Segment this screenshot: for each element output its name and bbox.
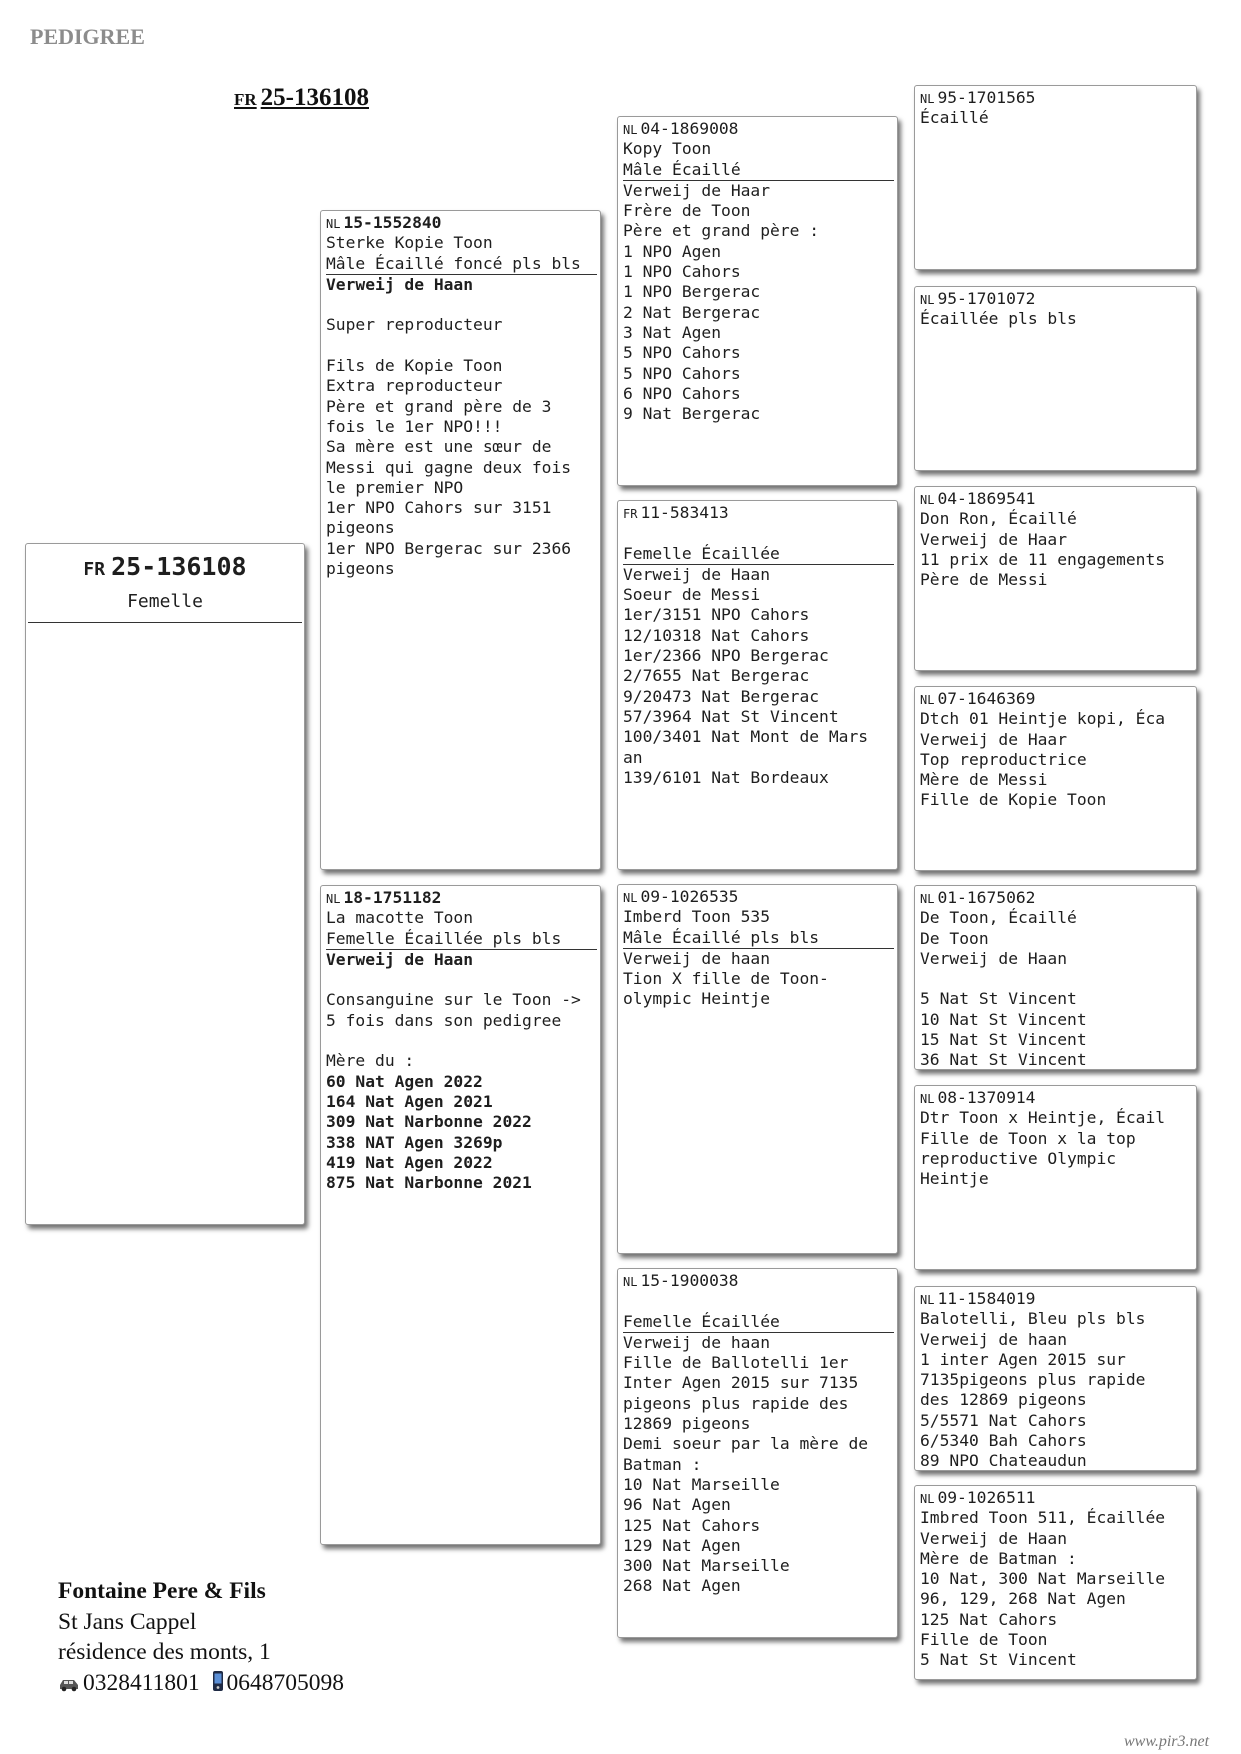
info-line: 12/10318 Nat Cahors — [623, 625, 810, 645]
info-line: reproductive Olympic — [920, 1148, 1117, 1168]
info-line: pigeons plus rapide des — [623, 1393, 849, 1413]
info-line: Dtch 01 Heintje kopi, Éca — [920, 709, 1166, 729]
info-line: 1er/2366 NPO Bergerac — [623, 646, 829, 666]
ring-line — [920, 489, 1193, 509]
info-line: Fils de Kopie Toon — [326, 356, 503, 376]
ring-number: 09-1026535 — [640, 887, 739, 906]
info-line: Père de Messi — [920, 570, 1048, 590]
info-line: Écaillée pls bls — [920, 309, 1077, 329]
mobile-number: 0648705098 — [226, 1669, 345, 1696]
great-grandparent-card — [914, 486, 1197, 671]
great-grandparent-card — [914, 286, 1197, 471]
ring-number: 11-1584019 — [937, 1289, 1036, 1308]
ring-line — [920, 1289, 1193, 1309]
info-line: Imberd Toon 535 — [623, 907, 771, 927]
info-line: 5 NPO Cahors — [623, 363, 741, 383]
info-line — [623, 523, 894, 543]
info-line: 36 Nat St Vincent — [920, 1050, 1087, 1070]
info-line: Verweij de haan — [623, 1332, 771, 1352]
great-grandparent-card — [914, 1286, 1197, 1471]
ring-line — [326, 213, 597, 233]
parent-card — [320, 885, 601, 1545]
info-line: Fille de Kopie Toon — [920, 790, 1107, 810]
subject-ring-heading — [234, 84, 369, 112]
country-code: NL — [920, 293, 935, 307]
country-code: NL — [920, 892, 935, 906]
info-line: 96, 129, 268 Nat Agen — [920, 1589, 1126, 1609]
info-line: Messi qui gagne deux fois — [326, 457, 572, 477]
info-line: Soeur de Messi — [623, 585, 761, 605]
ring-number: 01-1675062 — [937, 888, 1036, 907]
info-line: Mère de Batman : — [920, 1548, 1077, 1568]
ring-number: 09-1026511 — [937, 1488, 1036, 1507]
info-line: La macotte Toon — [326, 908, 474, 928]
info-line: Imbred Toon 511, Écaillée — [920, 1508, 1166, 1528]
country-code: NL — [623, 891, 638, 905]
ring-number: 18-1751182 — [343, 888, 442, 907]
ring-line — [920, 1088, 1193, 1108]
info-line: 100/3401 Nat Mont de Mars — [623, 727, 869, 747]
info-line: 1er/3151 NPO Cahors — [623, 605, 810, 625]
ring-number: 07-1646369 — [937, 689, 1036, 708]
info-line: olympic Heintje — [623, 989, 771, 1009]
info-line: 10 Nat, 300 Nat Marseille — [920, 1569, 1166, 1589]
ring-line — [623, 887, 894, 907]
info-line: des 12869 pigeons — [920, 1390, 1087, 1410]
grandparent-card — [617, 500, 898, 870]
info-line: Verweij de Haan — [920, 1528, 1068, 1548]
grandparent-card — [617, 116, 898, 486]
subject-card — [25, 543, 305, 1225]
ring-line — [920, 689, 1193, 709]
info-line: Mâle Écaillé — [623, 160, 894, 181]
ring-line — [920, 289, 1193, 309]
info-line: 419 Nat Agen 2022 — [326, 1152, 493, 1172]
subject-card-ring — [26, 552, 304, 581]
info-line — [920, 969, 1193, 989]
info-line: Verweij de haan — [623, 948, 771, 968]
info-line: 164 Nat Agen 2021 — [326, 1091, 493, 1111]
info-line: Sa mère est une sœur de — [326, 437, 552, 457]
info-line — [326, 336, 597, 356]
info-line — [623, 1291, 894, 1311]
info-line: Mâle Écaillé foncé pls bls — [326, 254, 597, 275]
info-line: 139/6101 Nat Bordeaux — [623, 767, 829, 787]
info-line: 9 Nat Bergerac — [623, 404, 761, 424]
info-line: Femelle Écaillée pls bls — [326, 929, 597, 950]
ring-line — [326, 888, 597, 908]
country-code: NL — [623, 1275, 638, 1289]
ring-line — [623, 119, 894, 139]
info-line: Heintje — [920, 1169, 989, 1189]
info-line: 1 NPO Agen — [623, 241, 722, 261]
info-line — [326, 1031, 597, 1051]
info-line: Extra reproducteur — [326, 376, 503, 396]
info-line: Verweij de Haan — [920, 948, 1068, 968]
info-line: Mâle Écaillé pls bls — [623, 928, 894, 949]
info-line: Sterke Kopie Toon — [326, 233, 493, 253]
info-line: 338 NAT Agen 3269p — [326, 1132, 503, 1152]
info-line: 2/7655 Nat Bergerac — [623, 666, 810, 686]
info-line: De Toon, Écaillé — [920, 908, 1077, 928]
info-line: Verweij de haan — [920, 1329, 1068, 1349]
owner-contacts — [58, 1668, 344, 1701]
info-line: Super reproducteur — [326, 315, 503, 335]
info-line: 2 Nat Bergerac — [623, 302, 761, 322]
info-line: 12869 pigeons — [623, 1414, 751, 1434]
country-code: NL — [326, 217, 341, 231]
country-code: NL — [920, 1492, 935, 1506]
info-line: Verweij de Haan — [326, 274, 474, 294]
ring-number: 95-1701072 — [937, 289, 1036, 308]
info-line: Balotelli, Bleu pls bls — [920, 1309, 1146, 1329]
owner-address: résidence des monts, 1 — [58, 1639, 271, 1665]
info-line: 60 Nat Agen 2022 — [326, 1071, 483, 1091]
country-code: NL — [920, 693, 935, 707]
ring-number: 04-1869008 — [640, 119, 739, 138]
great-grandparent-card — [914, 885, 1197, 1070]
info-line: Batman : — [623, 1454, 702, 1474]
info-line: Fille de Ballotelli 1er — [623, 1353, 849, 1373]
info-line: 125 Nat Cahors — [920, 1609, 1058, 1629]
subject-divider — [28, 622, 302, 623]
info-line: 10 Nat Marseille — [623, 1474, 780, 1494]
info-line: 129 Nat Agen — [623, 1535, 741, 1555]
country-code: NL — [326, 892, 341, 906]
info-line: Top reproductrice — [920, 749, 1087, 769]
info-line: 1 NPO Cahors — [623, 262, 741, 282]
info-line: 7135pigeons plus rapide — [920, 1370, 1146, 1390]
owner-name: Fontaine Pere & Fils — [58, 1578, 266, 1604]
info-line: 5/5571 Nat Cahors — [920, 1410, 1087, 1430]
info-line: le premier NPO — [326, 477, 464, 497]
subject-card-number: 25-136108 — [111, 552, 247, 581]
info-line: 57/3964 Nat St Vincent — [623, 706, 839, 726]
country-code: FR — [623, 507, 638, 521]
country-code: NL — [623, 123, 638, 137]
info-line: Femelle Écaillée — [623, 1312, 894, 1333]
info-line: 5 fois dans son pedigree — [326, 1010, 562, 1030]
subject-ring-number: 25-136108 — [260, 84, 369, 111]
info-line: 1 inter Agen 2015 sur — [920, 1349, 1126, 1369]
info-line: 5 Nat St Vincent — [920, 1650, 1077, 1670]
info-line: Kopy Toon — [623, 139, 712, 159]
info-line: 6 NPO Cahors — [623, 383, 741, 403]
info-line: an — [623, 747, 643, 767]
ring-line — [920, 88, 1193, 108]
info-line: 1er NPO Cahors sur 3151 — [326, 498, 552, 518]
info-line: Écaillé — [920, 108, 989, 128]
info-line: Dtr Toon x Heintje, Écail — [920, 1108, 1166, 1128]
info-line: 875 Nat Narbonne 2021 — [326, 1173, 532, 1193]
great-grandparent-card — [914, 85, 1197, 270]
info-line: 10 Nat St Vincent — [920, 1009, 1087, 1029]
info-line: Verweij de Haar — [623, 180, 771, 200]
info-line: Femelle Écaillée — [623, 544, 894, 565]
car-phone-icon — [58, 1670, 80, 1701]
ring-line — [920, 1488, 1193, 1508]
grandparent-card — [617, 884, 898, 1254]
country-code: NL — [920, 493, 935, 507]
phone-number: 0328411801 — [83, 1669, 200, 1696]
ring-number: 04-1869541 — [937, 489, 1036, 508]
subject-sex: Femelle — [127, 591, 203, 612]
info-line: Verweij de Haar — [920, 529, 1068, 549]
info-line: 89 NPO Chateaudun — [920, 1451, 1087, 1471]
great-grandparent-card — [914, 1485, 1197, 1680]
country-code: NL — [920, 1092, 935, 1106]
info-line: 1er NPO Bergerac sur 2366 — [326, 538, 572, 558]
info-line: De Toon — [920, 928, 989, 948]
info-line: Demi soeur par la mère de — [623, 1434, 869, 1454]
info-line: 125 Nat Cahors — [623, 1515, 761, 1535]
info-line: 309 Nat Narbonne 2022 — [326, 1112, 532, 1132]
info-line: 1 NPO Bergerac — [623, 282, 761, 302]
info-line: fois le 1er NPO!!! — [326, 416, 503, 436]
info-line: Tion X fille de Toon- — [623, 969, 829, 989]
info-line: 6/5340 Bah Cahors — [920, 1431, 1087, 1451]
info-line: Père et grand père : — [623, 221, 820, 241]
ring-number: 08-1370914 — [937, 1088, 1036, 1107]
ring-number: 95-1701565 — [937, 88, 1036, 107]
page-title: PEDIGREE — [30, 24, 145, 49]
info-line: Mère du : — [326, 1051, 415, 1071]
info-line: 15 Nat St Vincent — [920, 1030, 1087, 1050]
ring-number: 15-1552840 — [343, 213, 442, 232]
subject-card-country: FR — [83, 559, 106, 580]
info-line: Verweij de Haan — [326, 949, 474, 969]
info-line: pigeons — [326, 559, 395, 579]
country-code: NL — [920, 92, 935, 106]
info-line — [326, 295, 597, 315]
info-line — [326, 970, 597, 990]
owner-block — [58, 1576, 344, 1700]
info-line: Verweij de Haan — [623, 564, 771, 584]
info-line: 3 Nat Agen — [623, 322, 722, 342]
info-line: Verweij de Haar — [920, 729, 1068, 749]
info-line: 9/20473 Nat Bergerac — [623, 686, 820, 706]
info-line: Mère de Messi — [920, 770, 1048, 790]
info-line: Don Ron, Écaillé — [920, 509, 1077, 529]
parent-card — [320, 210, 601, 870]
info-line: Fille de Toon — [920, 1630, 1048, 1650]
info-line: 11 prix de 11 engagements — [920, 549, 1166, 569]
ring-number: 15-1900038 — [640, 1271, 739, 1290]
info-line: 268 Nat Agen — [623, 1576, 741, 1596]
ring-number: 11-583413 — [640, 503, 729, 522]
ring-line — [920, 888, 1193, 908]
info-line: 5 NPO Cahors — [623, 343, 741, 363]
owner-city: St Jans Cappel — [58, 1608, 197, 1635]
info-line: Fille de Toon x la top — [920, 1128, 1136, 1148]
subject-country-code: FR — [234, 90, 257, 109]
info-line: 5 Nat St Vincent — [920, 989, 1077, 1009]
great-grandparent-card — [914, 686, 1197, 871]
grandparent-card — [617, 1268, 898, 1638]
info-line: Consanguine sur le Toon -> — [326, 990, 581, 1010]
ring-line — [623, 503, 894, 523]
watermark: www.pir3.net — [1124, 1733, 1210, 1750]
country-code: NL — [920, 1293, 935, 1307]
great-grandparent-card — [914, 1085, 1197, 1270]
info-line: pigeons — [326, 518, 395, 538]
info-line: 300 Nat Marseille — [623, 1556, 790, 1576]
mobile-phone-icon — [212, 1670, 224, 1701]
info-line: Inter Agen 2015 sur 7135 — [623, 1373, 859, 1393]
info-line: Père et grand père de 3 — [326, 396, 552, 416]
info-line: Frère de Toon — [623, 201, 751, 221]
ring-line — [623, 1271, 894, 1291]
info-line: 96 Nat Agen — [623, 1495, 731, 1515]
